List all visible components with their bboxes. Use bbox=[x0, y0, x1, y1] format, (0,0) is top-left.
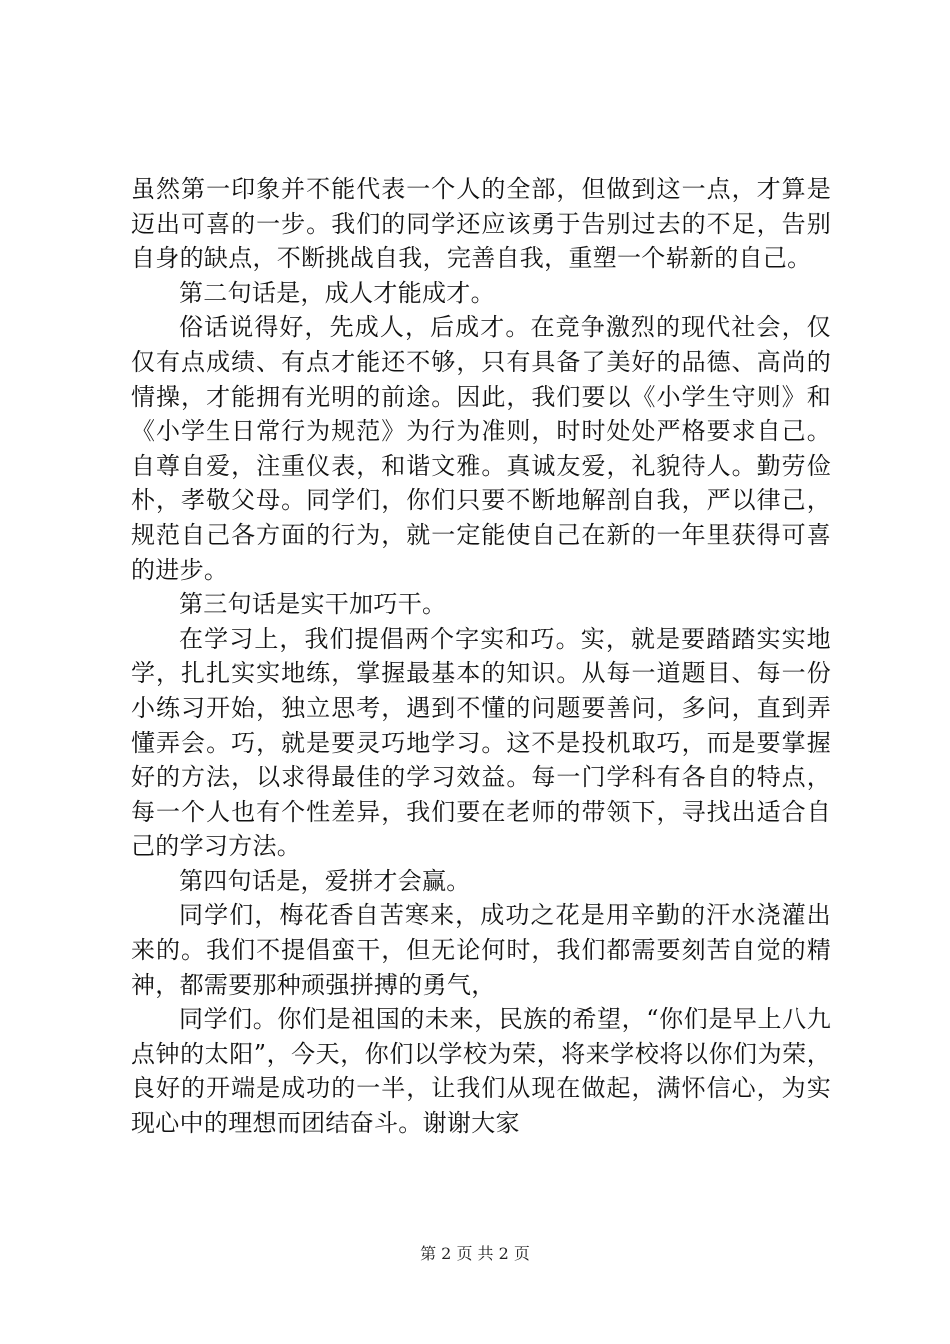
paragraph: 第二句话是，成人才能成才。 bbox=[179, 278, 495, 307]
paragraph: 第四句话是，爱拼才会赢。 bbox=[179, 866, 471, 895]
paragraph: 同学们，梅花香自苦寒来，成功之花是用辛勤的汗水浇灌出来的。我们不提倡蛮干，但无论何时，我们都需要刻苦自觉的精神，都需要那种顽强拼搏的勇气， bbox=[131, 901, 831, 999]
paragraph: 虽然第一印象并不能代表一个人的全部，但做到这一点，才算是迈出可喜的一步。我们的同学还应该勇于告别过去的不足，告别自身的缺点，不断挑战自我，完善自我，重塑一个崭新的自己。 bbox=[131, 175, 831, 273]
page-footer: 第 2 页 共 2 页 bbox=[420, 1244, 530, 1263]
paragraph: 在学习上，我们提倡两个字实和巧。实，就是要踏踏实实地学，扎扎实实地练，掌握最基本的知识。从每一道题目、每一份小练习开始，独立思考，遇到不懂的问题要善问，多问，直到弄懂弄会。巧，就是要灵巧地学习。这不是投机取巧，而是要掌握好的方法，以求得最佳的学习效益。每一门学科有各自的特点，每一个人也有个性差异，我们要在老师的带领下，寻找出适合自己的学习方法。 bbox=[131, 624, 831, 861]
paragraph: 第三句话是实干加巧干。 bbox=[179, 590, 447, 619]
paragraph: 俗话说得好，先成人，后成才。在竞争激烈的现代社会，仅仅有点成绩、有点才能还不够，只有具备了美好的品德、高尚的情操，才能拥有光明的前途。因此，我们要以《小学生守则》和《小学生日常行为规范》为行为准则，时时处处严格要求自己。自尊自爱，注重仪表，和谐文雅。真诚友爱，礼貌待人。勤劳俭朴，孝敬父母。同学们，你们只要不断地解剖自我，严以律己，规范自己各方面的行为，就一定能使自己在新的一年里获得可喜的进步。 bbox=[131, 313, 831, 584]
document-body bbox=[131, 172, 831, 1141]
paragraph: 同学们。你们是祖国的未来，民族的希望，“你们是早上八九点钟的太阳”，今天，你们以学校为荣，将来学校将以你们为荣，良好的开端是成功的一半，让我们从现在做起，满怀信心，为实现心中的理想而团结奋斗。谢谢大家 bbox=[131, 1005, 831, 1138]
